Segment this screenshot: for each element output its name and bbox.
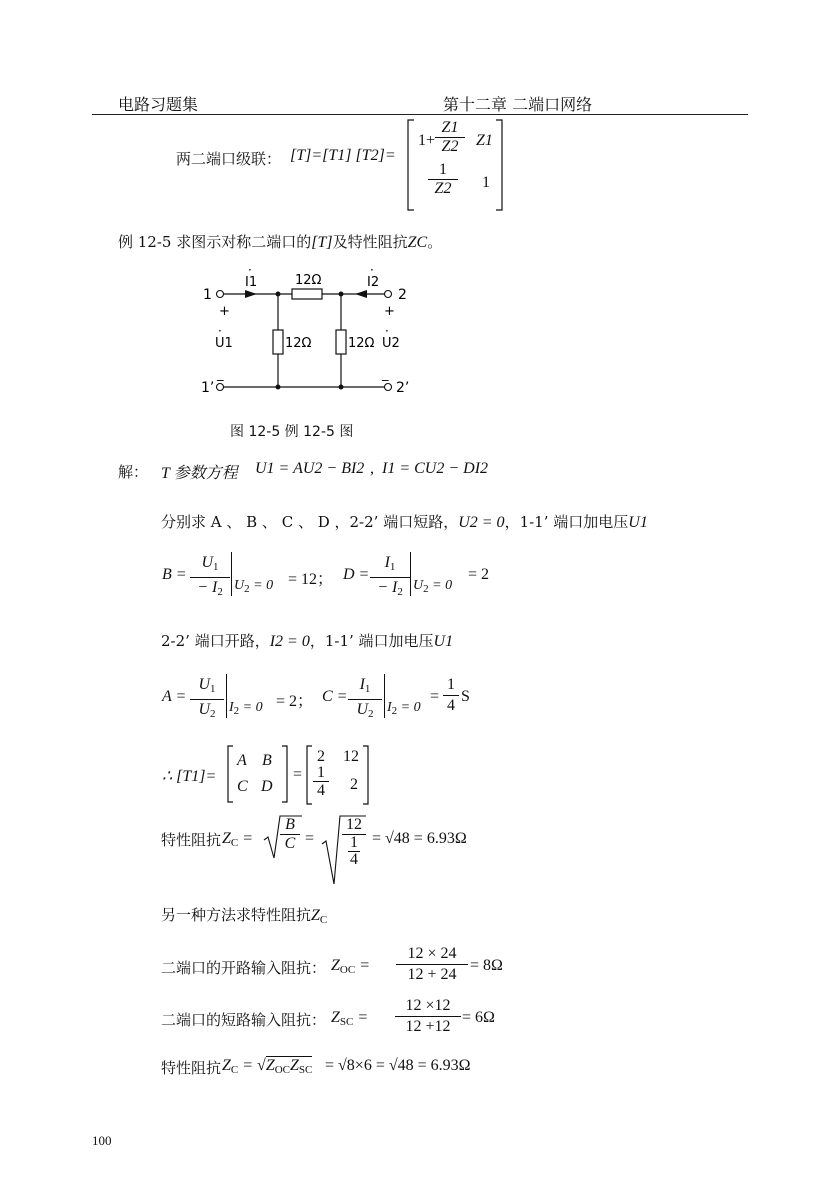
port1-label: 1 (203, 287, 212, 303)
open-text-a: 2-2’ 端口开路， (161, 632, 270, 650)
num-22: 2 (350, 776, 358, 793)
node (339, 292, 344, 297)
B-eval-bar (231, 552, 232, 596)
zoc-symbol: $Z_{OC}$ = (331, 957, 370, 976)
port1p-label: 1’ (201, 380, 215, 396)
num-12: 12 (343, 748, 359, 765)
arrow-i2 (355, 290, 367, 298)
u2-label: U2 (382, 336, 400, 351)
header-rule (92, 114, 748, 115)
node (276, 292, 281, 297)
C-eq: = (430, 688, 440, 705)
C-frac: $I_1$ $U_2$ (348, 675, 382, 724)
zoc-num: 12 × 24 (396, 944, 468, 965)
A-label: A = (162, 688, 187, 705)
u1-dot: · (218, 324, 222, 338)
short-text-a: 分别求 A 、 B 、 C 、 D ，2-2’ 端口短路， (161, 513, 459, 531)
zoc-den: 12 + 24 (407, 966, 457, 983)
minus-2: _ (382, 367, 389, 382)
A-value: = 2； (276, 693, 314, 710)
C-condition: $I_2 = 0$ (387, 700, 421, 717)
open-text-c: ，1-1’ 端口加电压 (309, 632, 434, 650)
D-value-num: 2 (481, 566, 490, 583)
zsc-den: 12 +12 (405, 1018, 451, 1035)
mat-A: A (237, 752, 247, 769)
solution-label: 解： (118, 463, 149, 481)
final-label: 特性阻抗 (161, 1059, 222, 1077)
D-frac: $I_1$ − $I_2$ (370, 553, 410, 602)
C-eval-bar (384, 674, 385, 718)
final-expr: = √8×6 = √48 = 6.93Ω (325, 1057, 471, 1074)
C-label: C = (322, 688, 348, 705)
open-condition: I2 = 0 (269, 633, 310, 650)
example-title-zc: ZC (407, 234, 428, 251)
matrix-m11-frac (435, 119, 465, 156)
mat-C: C (237, 778, 248, 795)
series-resistor (292, 289, 322, 299)
zc-symbol: $Z_C$ = (222, 830, 254, 849)
B-value-num: 12 (301, 571, 318, 588)
B-frac: $U_1$ − $I_2$ (190, 553, 230, 602)
zsc-frac (395, 996, 461, 1037)
mat-D: D (261, 778, 273, 795)
plus-2: + (384, 304, 395, 319)
right-resistor-label: 12Ω (348, 336, 375, 351)
zc-label: 特性阻抗 (161, 831, 222, 849)
alt-method-text: 另一种方法求特性阻抗 (161, 906, 312, 924)
left-resistor-label: 12Ω (285, 336, 312, 351)
open-circuit-line (161, 631, 453, 652)
D-label: D = (343, 566, 370, 583)
C-value-den: 4 (447, 697, 455, 714)
terminal-1 (217, 291, 224, 298)
short-text-c: ，1-1’ 端口加电压 (504, 513, 629, 531)
A-value-num: 2 (289, 693, 298, 710)
short-condition: U2 = 0 (458, 514, 505, 531)
left-shunt-resistor (273, 330, 283, 354)
C-value-frac (443, 675, 459, 716)
book-title: 电路习题集 (118, 95, 199, 114)
i1-dot: · (248, 268, 252, 277)
zoc-frac (396, 944, 468, 985)
zsc-label: 二端口的短路输入阻抗： (161, 1011, 327, 1029)
D-eval-bar (410, 552, 411, 596)
B-value: = 12； (288, 571, 334, 588)
i2-dot: · (370, 268, 374, 277)
circuit-diagram (195, 268, 425, 403)
A-frac: $U_1$ $U_2$ (190, 675, 224, 724)
B-label: B = (162, 566, 187, 583)
example-title-T: [T] (311, 234, 333, 251)
series-resistor-label: 12Ω (295, 273, 322, 288)
plus-1: + (219, 304, 230, 319)
alt-method-line (161, 905, 327, 930)
terminal-1p (217, 384, 224, 391)
figure-caption: 图 12-5 例 12-5 图 (230, 424, 354, 440)
D-condition: $U_2 = 0$ (413, 578, 453, 595)
short-voltage: U1 (628, 514, 648, 531)
mat-B: B (262, 752, 272, 769)
t-eq-prefix: T 参数方程 (161, 465, 238, 482)
example-title-mid: 及特性阻抗 (332, 233, 408, 251)
zc-result: = √48 = 6.93Ω (372, 830, 467, 847)
zc-BC-frac: B C (280, 816, 300, 853)
cascade-lhs: [T]=[T1] [T2]= (290, 147, 396, 164)
zsc-result: = 6Ω (462, 1009, 495, 1026)
mat-eq: = (293, 766, 303, 783)
port2-label: 2 (398, 287, 407, 303)
example-title (118, 232, 442, 253)
eq-comma: , (370, 460, 374, 477)
num-21-num: 1 (313, 764, 329, 782)
short-circuit-line (161, 512, 648, 533)
page-number: 100 (92, 1133, 112, 1148)
m21-numerator: 1 (428, 161, 458, 180)
m21-denominator: Z2 (434, 180, 452, 197)
matrix-m11-one: 1+ (418, 132, 436, 149)
num-11: 2 (317, 748, 325, 765)
num-21-frac (313, 764, 329, 799)
D-value: = 2 (468, 566, 490, 583)
arrow-i1 (245, 290, 257, 298)
open-voltage: U1 (433, 633, 454, 650)
matrix-m12: Z1 (476, 132, 493, 149)
num-21-den: 4 (317, 782, 325, 799)
matrix-m21-frac (428, 161, 458, 198)
matrix-m22: 1 (482, 174, 490, 191)
final-zc: $Z_C = √Z_{OC}Z_{SC}$ (222, 1057, 313, 1076)
C-value-num: 1 (443, 675, 459, 696)
terminal-2 (385, 291, 392, 298)
A-condition: $I_2 = 0$ (229, 700, 263, 717)
i2-label: I2 (367, 275, 380, 290)
B-condition: $U_2 = 0$ (234, 578, 274, 595)
u2-dot: · (385, 324, 389, 338)
C-unit: S (461, 688, 470, 705)
u1-label: U1 (215, 336, 233, 351)
m11-denominator: Z2 (441, 138, 459, 155)
right-shunt-resistor (336, 330, 346, 354)
minus-1: _ (217, 367, 224, 382)
terminal-2p (385, 384, 392, 391)
cascade-label: 两二端口级联： (176, 150, 282, 168)
node (276, 385, 281, 390)
zsc-symbol: $Z_{SC}$ = (331, 1009, 369, 1028)
zoc-label: 二端口的开路输入阻抗： (161, 959, 327, 977)
T1-matrix-prefix: ∴ [T1]= (162, 768, 217, 785)
chapter-title: 第十二章 二端口网络 (443, 95, 593, 114)
m11-numerator: Z1 (435, 119, 465, 138)
A-eval-bar (226, 674, 227, 718)
example-title-end: 。 (427, 233, 443, 251)
t-eq-2: I1 = CU2 − DI2 (382, 460, 489, 477)
zoc-result: = 8Ω (470, 957, 503, 974)
zsc-num: 12 ×12 (395, 996, 461, 1017)
t-eq-1: U1 = AU2 − BI2 (255, 460, 365, 477)
port2p-label: 2’ (396, 380, 410, 396)
zc-eq: = (305, 830, 315, 847)
example-title-prefix: 例 12-5 求图示对称二端口的 (118, 233, 312, 251)
zc-num-frac: 12 1 4 (342, 816, 366, 868)
node (339, 385, 344, 390)
i1-label: I1 (245, 275, 258, 290)
alt-method-zc: $Z_C$ (311, 907, 328, 926)
T1-symbolic-brackets (226, 744, 290, 804)
